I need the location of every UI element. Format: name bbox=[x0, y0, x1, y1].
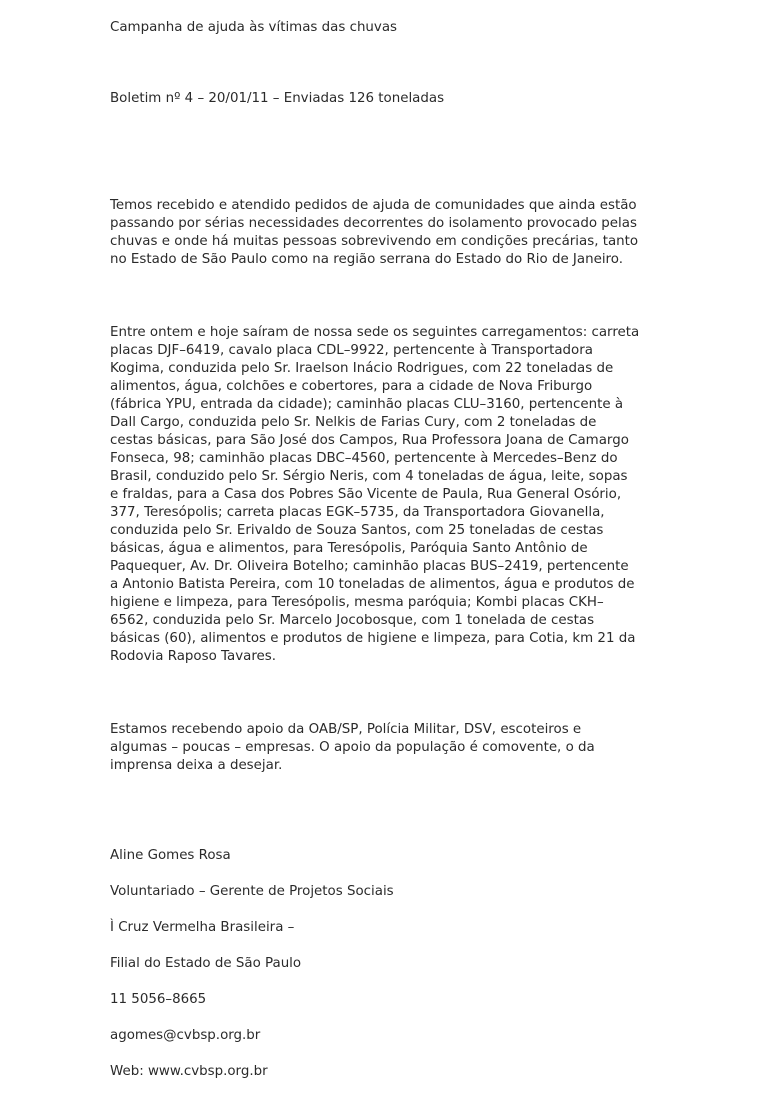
paragraph-shipments: Entre ontem e hoje saíram de nossa sede os seguintes carregamentos: carreta placas DJF–6419, cavalo placa CDL–9922, pertencente à Transportadora Kogima, conduzida pelo Sr. Iraelson Inácio Rodrigues, com 22 toneladas de alimentos, água, colchões e cobertores, para a cidade de Nova Friburgo (fábrica YPU, entrada da cidade); caminhão placas CLU–3160, pertencente à Dall Cargo, conduzida pelo Sr. Nelkis de Farias Cury, com 2 toneladas de cestas básicas, para São José dos Campos, Rua Professora Joana de Camargo Fonseca, 98; caminhão placas DBC–4560, pertencente à Mercedes–Benz do Brasil, conduzido pelo Sr. Sérgio Neris, com 4 toneladas de água, leite, sopas e fraldas, para a Casa dos Pobres São Vicente de Paula, Rua General Osório, 377, Teresópolis; carreta placas EGK–5735, da Transportadora Giovanella, conduzida pelo Sr. Erivaldo de Souza Santos, com 25 toneladas de cestas básicas, água e alimentos, para Teresópolis, Paróquia Santo Antônio de Paquequer, Av. Dr. Oliveira Botelho; caminhão placas BUS–2419, pertencente a Antonio Batista Pereira, com 10 toneladas de alimentos, água e produtos de higiene e limpeza, para Teresópolis, mesma paróquia; Kombi placas CKH– 6562, conduzida pelo Sr. Marcelo Jocobosque, com 1 tonelada de cestas básicas (60), alimentos e produtos de higiene e limpeza, para Cotia, km 21 da Rodovia Raposo Tavares. bbox=[110, 325, 640, 664]
signature-organization: Ì Cruz Vermelha Brasileira – bbox=[110, 920, 295, 935]
signature-name: Aline Gomes Rosa bbox=[110, 848, 231, 863]
signature-phone: 11 5056–8665 bbox=[110, 992, 207, 1007]
signature-branch: Filial do Estado de São Paulo bbox=[110, 956, 302, 971]
signature-block bbox=[110, 829, 660, 1099]
signature-email: agomes@cvbsp.org.br bbox=[110, 1028, 261, 1043]
bulletin-heading: Boletim nº 4 – 20/01/11 – Enviadas 126 toneladas bbox=[110, 91, 445, 106]
paragraph-intro: Temos recebido e atendido pedidos de ajuda de comunidades que ainda estão passando por sérias necessidades decorrentes do isolamento provocado pelas chuvas e onde há muitas pessoas sobrevivendo em condições precárias, tanto no Estado de São Paulo como na região serrana do Estado do Rio de Janeiro. bbox=[110, 198, 639, 267]
signature-web: Web: www.cvbsp.org.br bbox=[110, 1064, 268, 1079]
signature-role: Voluntariado – Gerente de Projetos Sociais bbox=[110, 884, 394, 899]
document-title: Campanha de ajuda às vítimas das chuvas bbox=[110, 20, 398, 35]
paragraph-support: Estamos recebendo apoio da OAB/SP, Polícia Militar, DSV, escoteiros e algumas – poucas – empresas. O apoio da população é comovente, o da imprensa deixa a desejar. bbox=[110, 722, 595, 773]
